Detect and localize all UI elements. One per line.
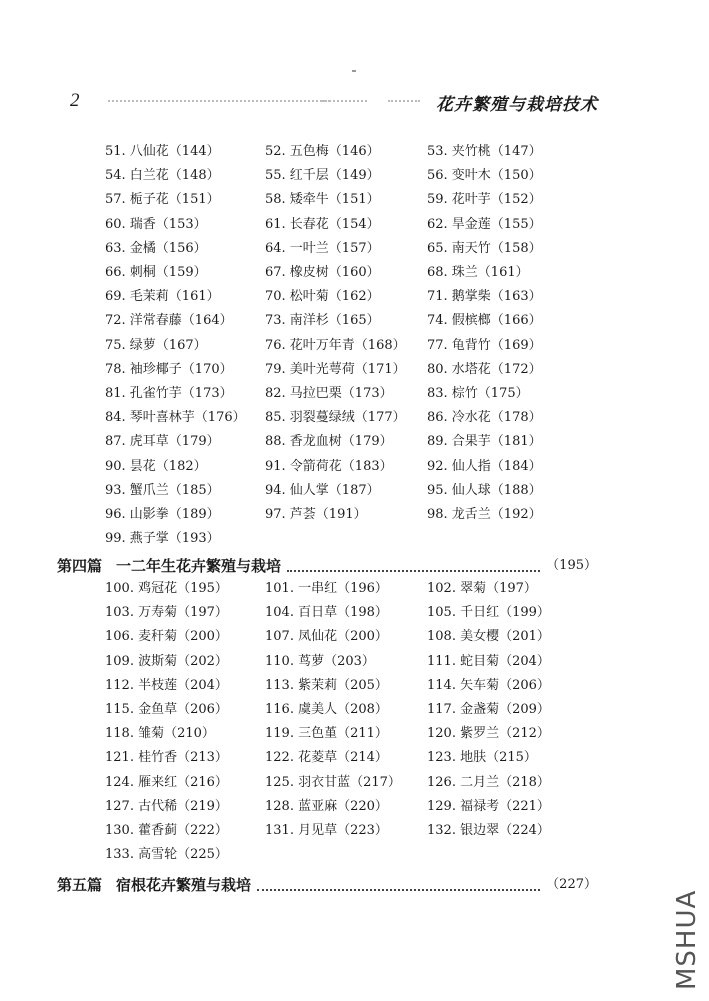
toc-entry[interactable]: 124. 雁来红（216） [105,774,228,790]
toc-entry[interactable]: 90. 昙花（182） [105,458,207,474]
scan-noise [388,100,420,105]
section-title: 宿根花卉繁殖与栽培 [116,876,252,894]
toc-entry[interactable]: 70. 松叶菊（162） [265,289,380,305]
toc-entry[interactable]: 119. 三色堇（211） [265,726,388,742]
toc-entry[interactable]: 76. 花叶万年青（168） [265,337,406,353]
toc-entry[interactable]: 129. 福禄考（221） [427,798,550,814]
toc-entry[interactable]: 91. 令箭荷花（183） [265,458,393,474]
toc-entry[interactable]: 130. 藿香蓟（222） [105,823,228,838]
section-label: 第四篇 [57,557,103,575]
toc-entry[interactable]: 63. 金橘（156） [105,240,207,256]
toc-entry[interactable]: 85. 羽裂蔓绿绒（177） [265,410,406,426]
toc-entry[interactable]: 55. 红千层（149） [265,168,380,184]
toc-entry[interactable]: 64. 一叶兰（157） [265,240,380,256]
toc-entry[interactable]: 99. 燕子掌（193） [105,531,220,547]
toc-entry[interactable]: 53. 夹竹桃（147） [427,144,542,159]
toc-entry[interactable]: 88. 香龙血树（179） [265,434,393,450]
toc-entry[interactable]: 97. 芦荟（191） [265,507,367,522]
toc-entry[interactable]: 104. 百日草（198） [265,605,388,621]
toc-entry[interactable]: 106. 麦秆菊（200） [105,629,228,645]
toc-entry[interactable]: 59. 花叶芋（152） [427,192,542,208]
toc-entry[interactable]: 98. 龙舌兰（192） [427,507,542,522]
toc-entry[interactable]: 57. 栀子花（151） [105,192,220,208]
toc-entry[interactable]: 108. 美女樱（201） [427,629,550,645]
section-heading-part5[interactable] [57,875,597,895]
toc-entry[interactable]: 69. 毛茉莉（161） [105,289,220,305]
toc-entry[interactable]: 114. 矢车菊（206） [427,677,550,693]
running-header [70,90,598,116]
toc-entry[interactable]: 105. 千日红（199） [427,605,550,621]
toc-entry[interactable]: 71. 鹅掌柴（163） [427,289,542,305]
toc-entry[interactable]: 84. 琴叶喜林芋（176） [105,410,246,426]
toc-entry[interactable]: 103. 万寿菊（197） [105,605,228,621]
toc-entry[interactable]: 94. 仙人掌（187） [265,482,380,498]
scan-noise [108,100,330,105]
toc-entry[interactable]: 102. 翠菊（197） [427,581,537,596]
toc-entry[interactable]: 78. 袖珍椰子（170） [105,361,233,377]
toc-entry[interactable]: 89. 合果芋（181） [427,434,542,450]
toc-entry[interactable]: 122. 花菱草（214） [265,750,388,766]
toc-entry[interactable]: 96. 山影拳（189） [105,507,220,522]
toc-entry[interactable]: 113. 紫茉莉（205） [265,677,388,693]
toc-entry[interactable]: 131. 月见草（223） [265,823,388,838]
toc-entry[interactable]: 58. 矮牵牛（151） [265,192,380,208]
toc-entry[interactable]: 79. 美叶光萼荷（171） [265,361,406,377]
toc-entry[interactable]: 54. 白兰花（148） [105,168,220,184]
leader-dots [287,560,540,572]
toc-entry[interactable]: 73. 南洋杉（165） [265,313,380,329]
toc-entry[interactable]: 126. 二月兰（218） [427,774,550,790]
toc-entry[interactable]: 77. 龟背竹（169） [427,337,542,353]
section-title: 一二年生花卉繁殖与栽培 [116,557,282,575]
toc-entry[interactable]: 128. 蓝亚麻（220） [265,798,388,814]
toc-entry[interactable]: 86. 冷水花（178） [427,410,542,426]
toc-entry[interactable]: 66. 刺桐（159） [105,265,207,280]
toc-entry[interactable]: 52. 五色梅（146） [265,144,380,159]
toc-entry[interactable]: 82. 马拉巴栗（173） [265,386,393,401]
toc-entry[interactable]: 125. 羽衣甘蓝（217） [265,774,401,790]
toc-entry[interactable]: 61. 长春花（154） [265,216,380,232]
toc-entry[interactable]: 100. 鸡冠花（195） [105,581,228,596]
book-title: 花卉繁殖与栽培技术 [436,95,598,115]
toc-entry[interactable]: 87. 虎耳草（179） [105,434,220,450]
toc-entry[interactable]: 68. 珠兰（161） [427,265,529,280]
toc-entry[interactable]: 110. 茑萝（203） [265,653,375,669]
toc-entry[interactable]: 62. 旱金莲（155） [427,216,542,232]
toc-entry[interactable]: 72. 洋常春藤（164） [105,313,233,329]
toc-entry[interactable]: 92. 仙人指（184） [427,458,542,474]
watermark: MSHUA [672,889,702,990]
toc-entry[interactable]: 133. 高雪轮（225） [105,847,228,863]
section-heading-part4[interactable] [57,556,597,576]
toc-entry[interactable]: 93. 蟹爪兰（185） [105,482,220,498]
toc-entry[interactable]: 81. 孔雀竹芋（173） [105,386,233,401]
toc-entry[interactable]: 101. 一串红（196） [265,581,388,596]
toc-entry[interactable]: 115. 金鱼草（206） [105,702,228,717]
toc-entry[interactable]: 107. 凤仙花（200） [265,629,388,645]
toc-entry[interactable]: 127. 古代稀（219） [105,798,228,814]
toc-entry[interactable]: 117. 金盏菊（209） [427,702,550,717]
toc-entry[interactable]: 116. 虞美人（208） [265,702,388,717]
toc-entry[interactable]: 132. 银边翠（224） [427,823,550,838]
toc-entry[interactable]: 118. 雏菊（210） [105,726,215,742]
toc-entry[interactable]: 75. 绿萝（167） [105,337,207,353]
page-number: 2 [70,90,80,111]
toc-entry[interactable]: 112. 半枝莲（204） [105,677,228,693]
section-page: （195） [546,558,597,573]
toc-entry[interactable]: 60. 瑞香（153） [105,216,207,232]
toc-entry[interactable]: 95. 仙人球（188） [427,482,542,498]
toc-entry[interactable]: 67. 橡皮树（160） [265,265,380,280]
scan-noise [322,100,367,105]
toc-entry[interactable]: 65. 南天竹（158） [427,240,542,256]
toc-entry[interactable]: 121. 桂竹香（213） [105,750,228,766]
toc-entry[interactable]: 51. 八仙花（144） [105,144,220,159]
leader-dots [257,879,540,891]
toc-entry[interactable]: 56. 变叶木（150） [427,168,542,184]
scan-speck [352,70,356,72]
toc-entry[interactable]: 120. 紫罗兰（212） [427,726,550,742]
section-label: 第五篇 [57,876,103,894]
toc-entry[interactable]: 80. 水塔花（172） [427,361,542,377]
toc-entry[interactable]: 123. 地肤（215） [427,750,537,766]
toc-entry[interactable]: 109. 波斯菊（202） [105,653,228,669]
toc-entry[interactable]: 83. 棕竹（175） [427,386,529,401]
section-page: （227） [546,877,597,892]
toc-entry[interactable]: 74. 假槟榔（166） [427,313,542,329]
toc-entry[interactable]: 111. 蛇目菊（204） [427,653,550,669]
